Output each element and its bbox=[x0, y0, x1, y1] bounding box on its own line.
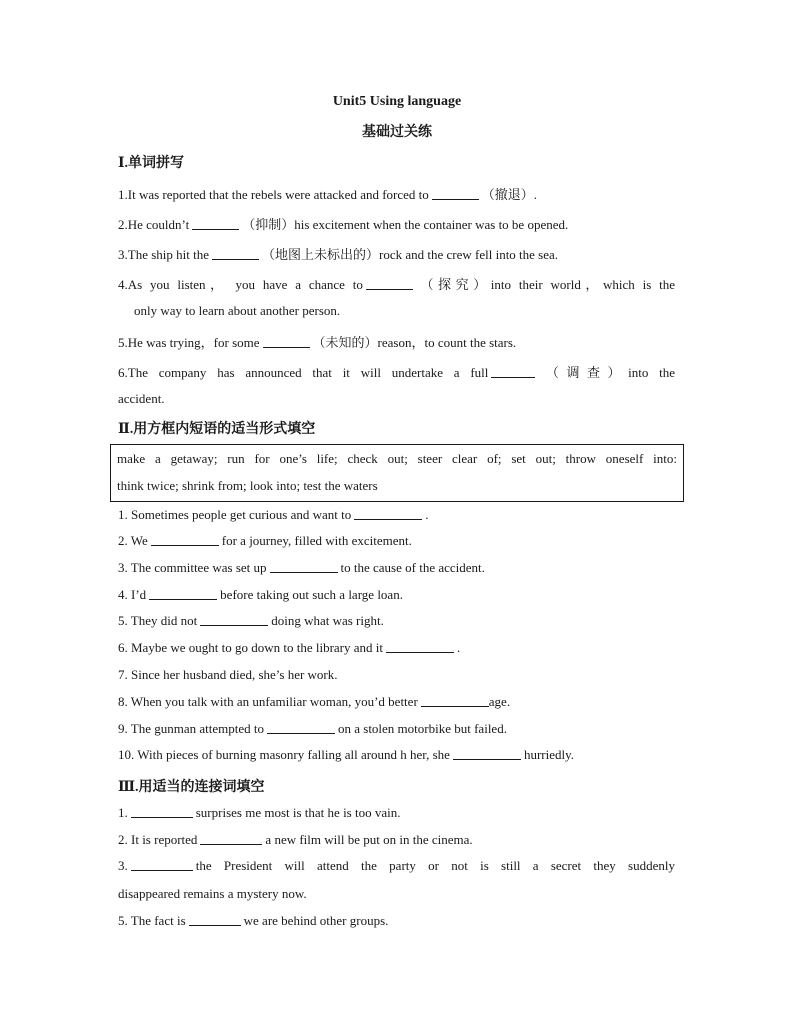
s2-question-4 bbox=[118, 587, 403, 603]
answer-blank[interactable] bbox=[200, 613, 268, 626]
s3-q5-text-after: we are behind other groups. bbox=[243, 913, 389, 928]
s2-q9-text-after: on a stolen motorbike but failed. bbox=[337, 721, 507, 736]
s2-question-9 bbox=[118, 721, 507, 737]
answer-blank[interactable] bbox=[200, 832, 262, 845]
s3-question-2 bbox=[118, 832, 473, 848]
answer-blank[interactable] bbox=[149, 587, 217, 600]
page-subtitle: 基础过关练 bbox=[362, 125, 432, 140]
answer-blank[interactable] bbox=[354, 507, 422, 520]
section-1-heading: Ⅰ.单词拼写 bbox=[118, 156, 185, 171]
s2-q1-text-after: . bbox=[425, 507, 429, 522]
phrase-box-line-1: make a getaway; run for one’s life; check out; steer clear of; set out; throw oneself into: bbox=[117, 451, 677, 466]
s1-q4-text-after: （探究）into their world，which is the bbox=[415, 277, 675, 292]
phrase-box-line-2: think twice; shrink from; look into; test the waters bbox=[117, 478, 378, 493]
s3-q3-text-before: 3. bbox=[118, 858, 128, 873]
s2-q2-text-before: 2. We bbox=[118, 533, 148, 548]
answer-blank[interactable] bbox=[270, 560, 338, 573]
s1-question-3 bbox=[118, 244, 558, 263]
s3-question-5 bbox=[118, 913, 388, 929]
s1-q2-text-after: （抑制）his excitement when the container was to be opened. bbox=[242, 217, 569, 232]
s2-q8-text-after: age. bbox=[488, 694, 511, 709]
s2-q5-text-after: doing what was right. bbox=[271, 613, 384, 628]
answer-blank[interactable] bbox=[421, 694, 489, 707]
s2-q10-text-after: hurriedly. bbox=[523, 747, 575, 762]
s1-question-1 bbox=[118, 184, 537, 203]
answer-blank[interactable] bbox=[263, 335, 310, 348]
s1-question-5 bbox=[118, 332, 516, 351]
s1-q5-text-after: （未知的）reason，to count the stars. bbox=[312, 335, 517, 350]
answer-blank[interactable] bbox=[192, 217, 239, 230]
s2-question-3 bbox=[118, 560, 485, 576]
s1-q2-text-before: 2.He couldn’t bbox=[118, 217, 190, 232]
s2-question-5 bbox=[118, 613, 384, 629]
s1-q3-text-before: 3.The ship hit the bbox=[118, 247, 209, 262]
answer-blank[interactable] bbox=[386, 640, 454, 653]
s2-q8-text-before: 8. When you talk with an unfamiliar woman, you’d better bbox=[118, 694, 418, 709]
s1-q1-text-before: 1.It was reported that the rebels were attacked and forced to bbox=[118, 187, 429, 202]
s2-question-2 bbox=[118, 533, 412, 549]
s1-q6-text-before: 6.The company has announced that it will undertake a full bbox=[118, 365, 489, 380]
s2-q9-text-before: 9. The gunman attempted to bbox=[118, 721, 264, 736]
s2-q5-text-before: 5. They did not bbox=[118, 613, 198, 628]
s2-question-8 bbox=[118, 694, 510, 710]
s2-q10-text-before: 10. With pieces of burning masonry falling all around h her, she bbox=[118, 747, 450, 762]
answer-blank[interactable] bbox=[151, 533, 219, 546]
page-title: Unit5 Using language bbox=[332, 94, 462, 109]
s3-question-1 bbox=[118, 805, 400, 821]
s1-q3-text-after: （地图上未标出的）rock and the crew fell into the sea. bbox=[262, 247, 559, 262]
s3-q1-text-before: 1. bbox=[118, 805, 128, 820]
s3-q3-continuation: disappeared remains a mystery now. bbox=[118, 886, 307, 901]
s2-q1-text-before: 1. Sometimes people get curious and want to bbox=[118, 507, 352, 522]
s2-q3-text-before: 3. The committee was set up bbox=[118, 560, 267, 575]
s1-q6-text-after: （调查）into the bbox=[538, 365, 675, 380]
s2-q4-text-after: before taking out such a large loan. bbox=[220, 587, 403, 602]
answer-blank[interactable] bbox=[432, 187, 479, 200]
s2-q2-text-after: for a journey, filled with excitement. bbox=[221, 533, 412, 548]
s3-q2-text-after: a new film will be put on in the cinema. bbox=[265, 832, 473, 847]
answer-blank[interactable] bbox=[267, 721, 335, 734]
s2-q6-text-after: . bbox=[457, 640, 461, 655]
answer-blank[interactable] bbox=[131, 858, 193, 871]
answer-blank[interactable] bbox=[366, 277, 413, 290]
s2-question-6 bbox=[118, 640, 460, 656]
answer-blank[interactable] bbox=[212, 247, 259, 260]
answer-blank[interactable] bbox=[453, 747, 521, 760]
answer-blank[interactable] bbox=[131, 805, 193, 818]
s2-question-1 bbox=[118, 507, 428, 523]
s2-q4-text-before: 4. I’d bbox=[118, 587, 147, 602]
answer-blank[interactable] bbox=[189, 913, 241, 926]
s1-q5-text-before: 5.He was trying，for some bbox=[118, 335, 260, 350]
s2-q6-text-before: 6. Maybe we ought to go down to the library and it bbox=[118, 640, 384, 655]
s1-q4-text-before: 4.As you listen， you have a chance to bbox=[118, 277, 363, 292]
s3-q5-text-before: 5. The fact is bbox=[118, 913, 186, 928]
section-3-heading: Ⅲ.用适当的连接词填空 bbox=[118, 780, 265, 795]
s1-question-2 bbox=[118, 214, 568, 233]
s2-q3-text-after: to the cause of the accident. bbox=[340, 560, 485, 575]
s3-q3-text-after: the President will attend the party or not is still a secret they suddenly bbox=[195, 858, 675, 873]
answer-blank[interactable] bbox=[491, 365, 535, 378]
s3-question-3 bbox=[118, 858, 675, 874]
s2-question-7: 7. Since her husband died, she’s her work. bbox=[118, 667, 338, 682]
s1-q6-continuation: accident. bbox=[118, 391, 165, 406]
s1-q1-text-after: （撤退）. bbox=[481, 187, 538, 202]
s1-q4-continuation: only way to learn about another person. bbox=[134, 303, 341, 318]
s2-question-10 bbox=[118, 747, 574, 763]
section-2-heading: Ⅱ.用方框内短语的适当形式填空 bbox=[118, 422, 316, 437]
s3-q1-text-after: surprises me most is that he is too vain. bbox=[195, 805, 401, 820]
s1-question-6 bbox=[118, 362, 675, 381]
s3-q2-text-before: 2. It is reported bbox=[118, 832, 198, 847]
s1-question-4 bbox=[118, 274, 675, 293]
phrase-box bbox=[110, 444, 684, 502]
